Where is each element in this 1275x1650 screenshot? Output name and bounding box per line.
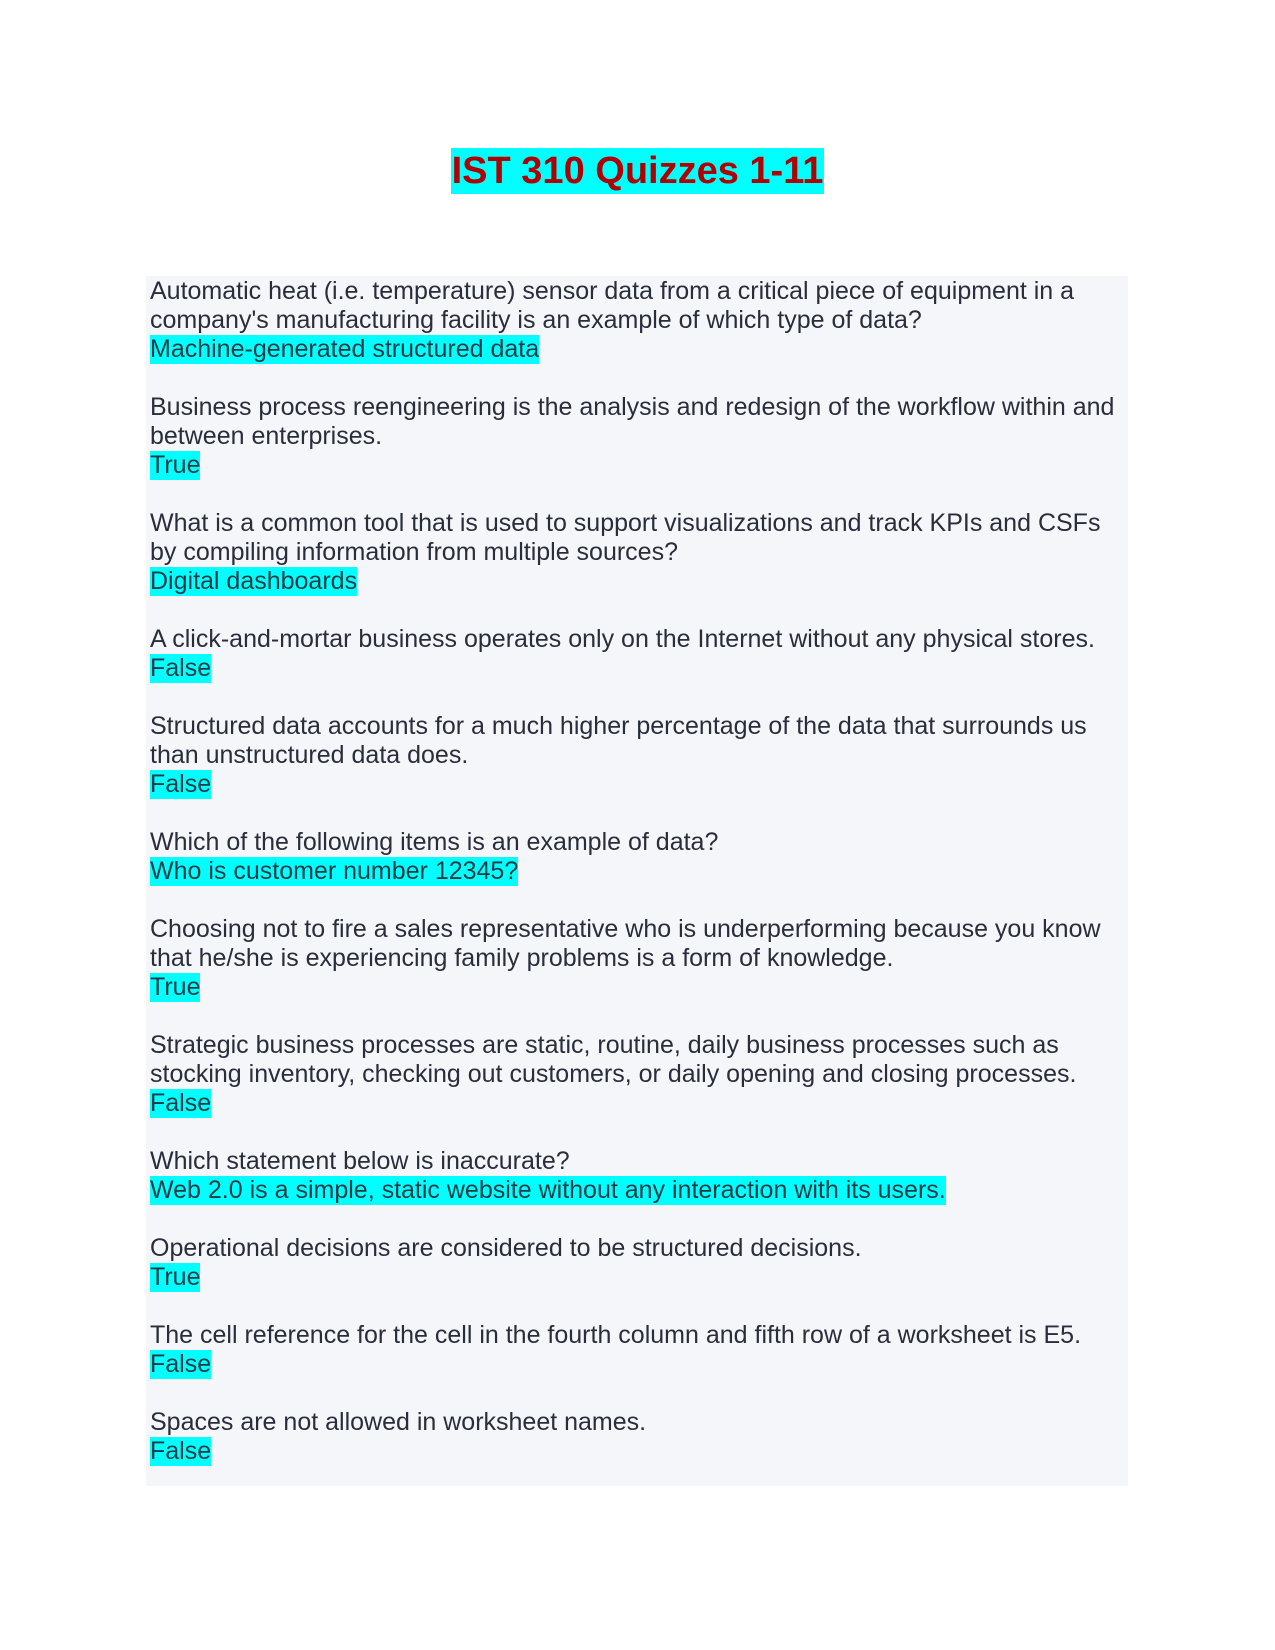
qa-item — [150, 828, 1124, 886]
question-text: What is a common tool that is used to support visualizations and track KPIs and CSFs by compiling information from multiple sources? — [150, 509, 1101, 566]
qa-item — [150, 625, 1124, 683]
answer-text: False — [150, 1089, 212, 1117]
answer-text: True — [150, 973, 201, 1001]
page-title: IST 310 Quizzes 1-11 — [451, 150, 824, 192]
answer-text: False — [150, 1350, 212, 1378]
answer-text: True — [150, 451, 201, 479]
qa-list — [150, 277, 1124, 1466]
question-text: Which of the following items is an example of data? — [150, 828, 719, 856]
question-text: Choosing not to fire a sales representative who is underperforming because you know that he/she is experiencing family problems is a form of knowledge. — [150, 915, 1101, 972]
answer-text: Web 2.0 is a simple, static website without any interaction with its users. — [150, 1176, 946, 1204]
answer-text: True — [150, 1263, 201, 1291]
answer-text: Digital dashboards — [150, 567, 358, 595]
qa-item — [150, 1147, 1124, 1205]
question-text: Spaces are not allowed in worksheet names. — [150, 1408, 647, 1436]
qa-item — [150, 712, 1124, 799]
answer-text: False — [150, 654, 212, 682]
question-text: Which statement below is inaccurate? — [150, 1147, 570, 1175]
question-text: A click-and-mortar business operates only on the Internet without any physical stores. — [150, 625, 1095, 653]
answer-text: False — [150, 1437, 212, 1465]
qa-item — [150, 393, 1124, 480]
answer-text: Who is customer number 12345? — [150, 857, 519, 885]
question-text: Automatic heat (i.e. temperature) sensor data from a critical piece of equipment in a company's manufacturing facility is an example of which type of data? — [150, 277, 1075, 334]
qa-item — [150, 1234, 1124, 1292]
title-container — [0, 148, 1275, 194]
qa-item — [150, 509, 1124, 596]
answer-text: False — [150, 770, 212, 798]
question-text: Strategic business processes are static, routine, daily business processes such as stocking inventory, checking out customers, or daily opening and closing processes. — [150, 1031, 1077, 1088]
question-text: Business process reengineering is the analysis and redesign of the workflow within and between enterprises. — [150, 393, 1115, 450]
question-text: The cell reference for the cell in the fourth column and fifth row of a worksheet is E5. — [150, 1321, 1082, 1349]
answer-text: Machine-generated structured data — [150, 335, 540, 363]
qa-item — [150, 1031, 1124, 1118]
question-text: Operational decisions are considered to be structured decisions. — [150, 1234, 862, 1262]
qa-item — [150, 1408, 1124, 1466]
qa-item — [150, 1321, 1124, 1379]
qa-item — [150, 915, 1124, 1002]
qa-item — [150, 277, 1124, 364]
question-text: Structured data accounts for a much higher percentage of the data that surrounds us than unstructured data does. — [150, 712, 1087, 769]
